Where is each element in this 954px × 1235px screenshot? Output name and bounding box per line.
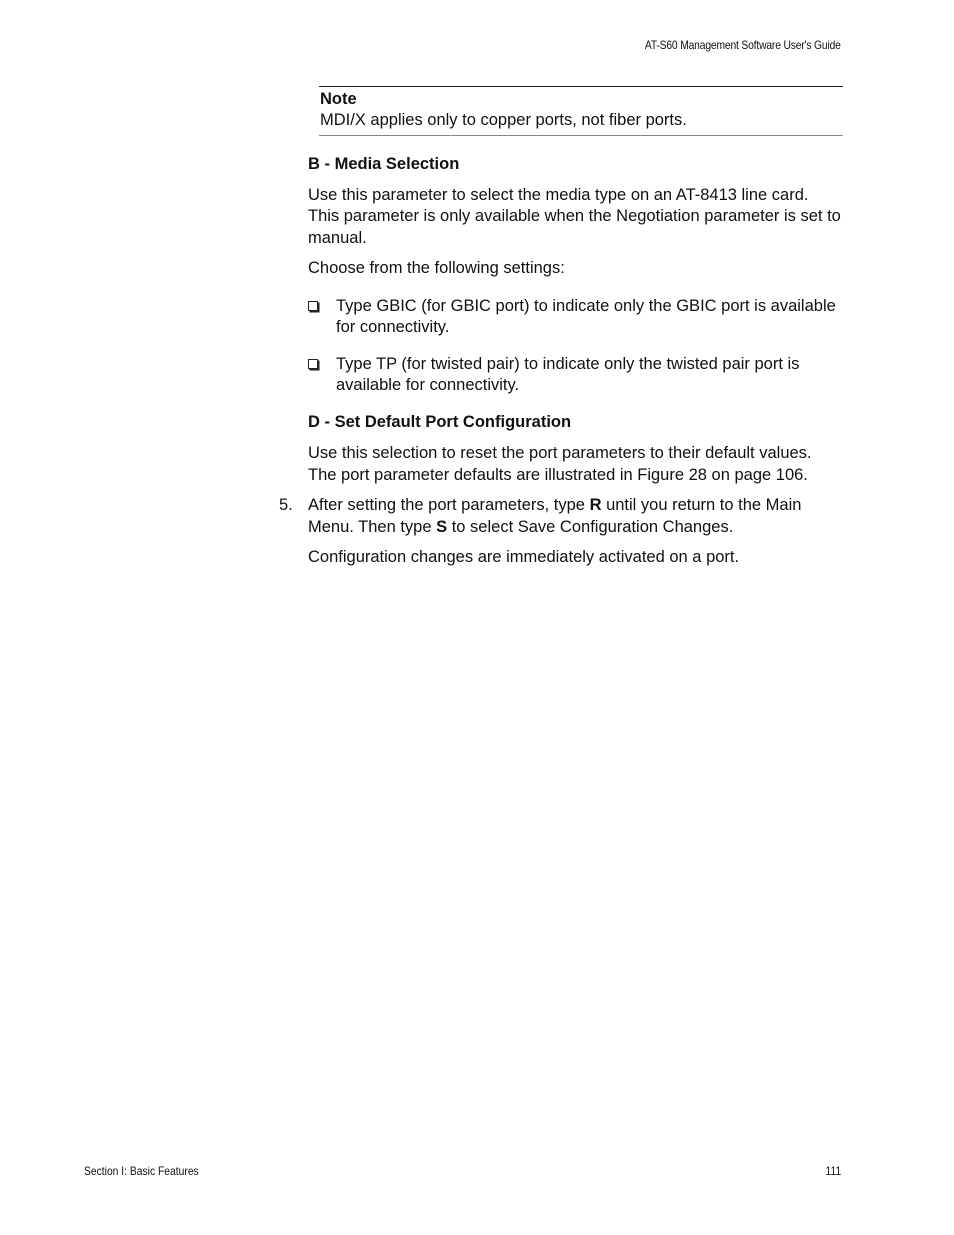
main-content [279, 154, 843, 569]
media-selection-description: Use this parameter to select the media type on an AT-8413 line card. This parameter is only available when the Negotiation parameter is set to manual. [308, 185, 841, 247]
media-selection-heading: B - Media Selection [308, 155, 460, 173]
default-config-description: Use this selection to reset the port parameters to their default values. The port parameter defaults are illustrated in Figure 28 on page 106. [308, 444, 812, 484]
note-box [319, 86, 843, 136]
footer-section: Section I: Basic Features [84, 1164, 199, 1178]
key-s: S [436, 517, 448, 536]
step-5-text-a: After setting the port parameters, type [308, 496, 590, 514]
choose-settings-text: Choose from the following settings: [308, 259, 565, 277]
key-r: R [589, 496, 602, 514]
step-5-followup: Configuration changes are immediately activated on a port. [308, 548, 740, 566]
page-number: 111 [825, 1164, 841, 1178]
running-header: AT-S60 Management Software User's Guide [645, 38, 841, 52]
option-tp-text: Type TP (for twisted pair) to indicate only the twisted pair port is available for connectivity. [336, 354, 800, 394]
note-title: Note [320, 90, 357, 108]
step-5-text-b: until you return to the Main Menu. Then type [308, 496, 802, 536]
checkbox-bullet-icon [308, 301, 318, 311]
option-gbic [308, 296, 843, 339]
option-gbic-text: Type GBIC (for GBIC port) to indicate only the GBIC port is available for connectivity. [336, 296, 836, 336]
step-5 [279, 495, 843, 538]
step-number: 5. [279, 496, 293, 514]
step-5-text-c: to select Save Configuration Changes. [447, 517, 734, 536]
default-config-heading: D - Set Default Port Configuration [308, 412, 572, 431]
note-text: MDI/X applies only to copper ports, not fiber ports. [320, 111, 687, 129]
option-tp [308, 354, 843, 397]
checkbox-bullet-icon [308, 359, 318, 369]
